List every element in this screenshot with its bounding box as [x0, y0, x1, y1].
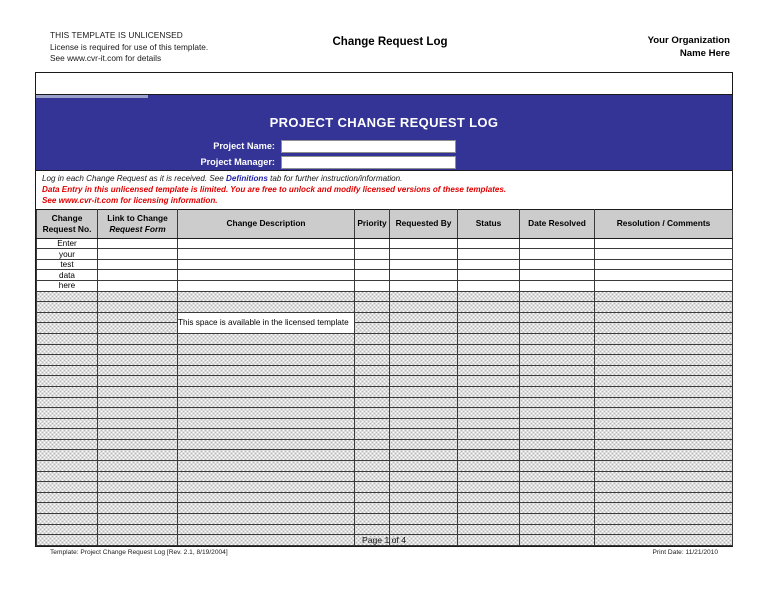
cell-locked-priority — [355, 514, 390, 525]
cell-locked-link-to-form — [98, 386, 178, 397]
cell-locked-change-description — [178, 471, 355, 482]
cell-date-resolved[interactable] — [520, 249, 595, 260]
cell-locked-date-resolved — [520, 408, 595, 419]
cell-locked-priority — [355, 397, 390, 408]
cell-locked-change-description — [178, 365, 355, 376]
cell-locked-change-request-no — [37, 524, 98, 535]
cell-locked-date-resolved — [520, 386, 595, 397]
cell-locked-priority — [355, 471, 390, 482]
cell-locked-resolution-comments — [595, 355, 733, 366]
cell-locked-priority — [355, 333, 390, 344]
cell-locked-date-resolved — [520, 450, 595, 461]
cell-locked-requested-by — [390, 344, 458, 355]
cell-locked-resolution-comments — [595, 302, 733, 313]
cell-requested-by[interactable] — [390, 280, 458, 291]
table-row-locked — [37, 482, 733, 493]
cell-locked-link-to-form — [98, 344, 178, 355]
document-title: Change Request Log — [332, 36, 448, 48]
cell-resolution-comments[interactable] — [595, 238, 733, 249]
cell-locked-resolution-comments — [595, 408, 733, 419]
cell-locked-link-to-form — [98, 429, 178, 440]
cell-change-request-no[interactable]: test — [37, 259, 98, 270]
cell-locked-link-to-form — [98, 461, 178, 472]
table-row — [37, 270, 733, 281]
cell-locked-change-description — [178, 333, 355, 344]
print-date: Print Date: 11/21/2010 — [652, 549, 718, 556]
table-row-locked — [37, 355, 733, 366]
table-row — [37, 238, 733, 249]
cell-locked-change-request-no — [37, 503, 98, 514]
cell-locked-requested-by — [390, 450, 458, 461]
cell-locked-change-description — [178, 302, 355, 313]
project-name-label: Project Name: — [213, 141, 275, 151]
cell-locked-change-description — [178, 408, 355, 419]
cell-locked-link-to-form — [98, 492, 178, 503]
cell-locked-priority — [355, 461, 390, 472]
cell-locked-date-resolved — [520, 312, 595, 323]
cell-locked-change-request-no — [37, 302, 98, 313]
cell-locked-link-to-form — [98, 291, 178, 302]
cell-locked-status — [458, 376, 520, 387]
cell-locked-requested-by — [390, 492, 458, 503]
cell-locked-resolution-comments — [595, 503, 733, 514]
cell-locked-date-resolved — [520, 429, 595, 440]
table-header — [37, 209, 733, 238]
cell-locked-resolution-comments — [595, 482, 733, 493]
cell-locked-status — [458, 461, 520, 472]
banner-title: PROJECT CHANGE REQUEST LOG — [269, 115, 499, 130]
cell-resolution-comments[interactable] — [595, 249, 733, 260]
cell-locked-change-description — [178, 503, 355, 514]
table-row-locked — [37, 514, 733, 525]
cell-link-to-form[interactable] — [98, 280, 178, 291]
cell-locked-priority — [355, 312, 390, 323]
cell-locked-requested-by — [390, 333, 458, 344]
table-body — [37, 238, 733, 545]
cell-locked-status — [458, 471, 520, 482]
cell-locked-status — [458, 365, 520, 376]
column-header-change-request-no-line-1: Change — [51, 213, 83, 224]
table-row-locked — [37, 418, 733, 429]
cell-locked-requested-by — [390, 514, 458, 525]
cell-priority[interactable] — [355, 238, 390, 249]
cell-locked-requested-by — [390, 291, 458, 302]
cell-locked-date-resolved — [520, 439, 595, 450]
project-manager-label: Project Manager: — [200, 157, 275, 167]
cell-locked-change-description — [178, 450, 355, 461]
cell-locked-requested-by — [390, 408, 458, 419]
cell-locked-change-request-no — [37, 418, 98, 429]
cell-change-description[interactable] — [178, 280, 355, 291]
cell-locked-status — [458, 503, 520, 514]
cell-locked-change-request-no — [37, 365, 98, 376]
cell-locked-change-description — [178, 514, 355, 525]
cell-locked-resolution-comments — [595, 291, 733, 302]
cell-locked-change-description — [178, 344, 355, 355]
cell-locked-status — [458, 408, 520, 419]
page-header — [50, 30, 730, 70]
cell-locked-requested-by — [390, 429, 458, 440]
cell-locked-requested-by — [390, 471, 458, 482]
cell-locked-change-description — [178, 397, 355, 408]
project-manager-row — [36, 155, 732, 169]
cell-locked-link-to-form — [98, 312, 178, 323]
cell-locked-date-resolved — [520, 344, 595, 355]
cell-locked-status — [458, 344, 520, 355]
table-row-locked — [37, 450, 733, 461]
cell-locked-resolution-comments — [595, 344, 733, 355]
cell-locked-status — [458, 418, 520, 429]
cell-locked-change-description — [178, 291, 355, 302]
cell-status[interactable] — [458, 270, 520, 281]
table-row-locked — [37, 344, 733, 355]
cell-locked-link-to-form — [98, 482, 178, 493]
cell-resolution-comments[interactable] — [595, 270, 733, 281]
cell-locked-priority — [355, 376, 390, 387]
cell-locked-link-to-form — [98, 323, 178, 334]
cell-date-resolved[interactable] — [520, 280, 595, 291]
cell-resolution-comments[interactable] — [595, 280, 733, 291]
cell-change-request-no[interactable]: Enter — [37, 238, 98, 249]
cell-link-to-form[interactable] — [98, 270, 178, 281]
cell-locked-priority — [355, 408, 390, 419]
table-row-locked — [37, 312, 733, 323]
cell-locked-priority — [355, 302, 390, 313]
banner-accent-tab — [36, 95, 148, 98]
cell-locked-link-to-form — [98, 408, 178, 419]
cell-locked-link-to-form — [98, 333, 178, 344]
cell-locked-resolution-comments — [595, 461, 733, 472]
cell-locked-priority — [355, 450, 390, 461]
cell-locked-link-to-form — [98, 471, 178, 482]
cell-locked-status — [458, 514, 520, 525]
cell-locked-date-resolved — [520, 418, 595, 429]
cell-locked-priority — [355, 492, 390, 503]
cell-change-request-no[interactable]: your — [37, 249, 98, 260]
template-info: Template: Project Change Request Log [Rev. 2.1, 8/19/2004] — [50, 549, 228, 556]
cell-locked-date-resolved — [520, 471, 595, 482]
table-row-locked — [37, 503, 733, 514]
cell-locked-status — [458, 386, 520, 397]
column-header-change-request-no-line-2: Request No. — [42, 223, 92, 234]
table-header-row — [37, 209, 733, 238]
cell-locked-link-to-form — [98, 418, 178, 429]
cell-priority[interactable] — [355, 280, 390, 291]
cell-locked-change-request-no — [37, 492, 98, 503]
cell-locked-change-request-no — [37, 461, 98, 472]
cell-locked-date-resolved — [520, 355, 595, 366]
cell-locked-date-resolved — [520, 397, 595, 408]
cell-locked-requested-by — [390, 355, 458, 366]
column-header-resolution-comments: Resolution / Comments — [595, 209, 733, 238]
cell-locked-link-to-form — [98, 355, 178, 366]
cell-requested-by[interactable] — [390, 259, 458, 270]
cell-locked-change-request-no — [37, 429, 98, 440]
project-fields — [36, 139, 732, 171]
cell-locked-status — [458, 312, 520, 323]
change-request-table — [36, 209, 733, 546]
table-row — [37, 280, 733, 291]
cell-locked-change-description — [178, 482, 355, 493]
cell-locked-status — [458, 302, 520, 313]
cell-locked-resolution-comments — [595, 524, 733, 535]
cell-locked-status — [458, 439, 520, 450]
table-row-locked — [37, 429, 733, 440]
organization-name-line-2: Name Here — [679, 48, 730, 59]
cell-locked-change-description — [178, 439, 355, 450]
instruction-line-1-after: tab for further instruction/information. — [267, 174, 403, 183]
cell-locked-resolution-comments — [595, 323, 733, 334]
cell-locked-link-to-form — [98, 439, 178, 450]
table-row-locked — [37, 376, 733, 387]
cell-locked-resolution-comments — [595, 333, 733, 344]
cell-change-description[interactable] — [178, 270, 355, 281]
cell-locked-date-resolved — [520, 524, 595, 535]
cell-locked-priority — [355, 482, 390, 493]
cell-locked-change-request-no — [37, 439, 98, 450]
cell-priority[interactable] — [355, 270, 390, 281]
instructions-block — [36, 170, 732, 209]
cell-locked-priority — [355, 365, 390, 376]
table-row-locked — [37, 302, 733, 313]
cell-locked-priority — [355, 355, 390, 366]
cell-locked-priority — [355, 418, 390, 429]
table-row-locked — [37, 524, 733, 535]
cell-locked-change-request-no — [37, 344, 98, 355]
cell-locked-link-to-form — [98, 524, 178, 535]
instruction-line-1-before: Log in each Change Request as it is received. See — [42, 174, 227, 183]
table-row — [37, 259, 733, 270]
cell-locked-change-request-no — [37, 397, 98, 408]
instruction-line-1 — [42, 173, 732, 184]
cell-locked-status — [458, 492, 520, 503]
organization-name — [648, 34, 730, 60]
cell-locked-status — [458, 482, 520, 493]
cell-locked-requested-by — [390, 323, 458, 334]
cell-locked-priority — [355, 323, 390, 334]
cell-locked-status — [458, 355, 520, 366]
cell-locked-requested-by — [390, 302, 458, 313]
table-row — [37, 249, 733, 260]
cell-locked-priority — [355, 524, 390, 535]
cell-locked-status — [458, 333, 520, 344]
cell-locked-date-resolved — [520, 302, 595, 313]
cell-locked-change-request-no — [37, 323, 98, 334]
cell-locked-status — [458, 291, 520, 302]
cell-requested-by[interactable] — [390, 249, 458, 260]
cell-resolution-comments[interactable] — [595, 259, 733, 270]
cell-locked-date-resolved — [520, 482, 595, 493]
table-row-locked — [37, 492, 733, 503]
cell-locked-date-resolved — [520, 492, 595, 503]
cell-locked-status — [458, 323, 520, 334]
cell-locked-date-resolved — [520, 514, 595, 525]
cell-locked-requested-by — [390, 312, 458, 323]
cell-change-description[interactable] — [178, 238, 355, 249]
cell-locked-link-to-form — [98, 397, 178, 408]
cell-date-resolved[interactable] — [520, 259, 595, 270]
cell-locked-link-to-form — [98, 514, 178, 525]
cell-locked-change-request-no — [37, 355, 98, 366]
cell-locked-resolution-comments — [595, 492, 733, 503]
project-name-input[interactable] — [281, 140, 456, 153]
blank-top-row — [36, 73, 732, 95]
cell-date-resolved[interactable] — [520, 238, 595, 249]
cell-locked-link-to-form — [98, 365, 178, 376]
cell-locked-change-description — [178, 376, 355, 387]
page-footer — [50, 535, 718, 565]
column-header-priority: Priority — [355, 209, 390, 238]
cell-change-request-no[interactable]: data — [37, 270, 98, 281]
table-row-locked — [37, 291, 733, 302]
cell-locked-requested-by — [390, 503, 458, 514]
cell-locked-date-resolved — [520, 291, 595, 302]
cell-requested-by[interactable] — [390, 270, 458, 281]
cell-requested-by[interactable] — [390, 238, 458, 249]
cell-locked-requested-by — [390, 461, 458, 472]
cell-locked-requested-by — [390, 365, 458, 376]
cell-locked-resolution-comments — [595, 418, 733, 429]
project-name-row — [36, 139, 732, 153]
cell-priority[interactable] — [355, 259, 390, 270]
instruction-line-2: Data Entry in this unlicensed template is limited. You are free to unlock and modify licensed versions of these templates. — [42, 185, 507, 195]
cell-locked-requested-by — [390, 376, 458, 387]
cell-locked-change-request-no — [37, 333, 98, 344]
cell-locked-requested-by — [390, 397, 458, 408]
cell-link-to-form[interactable] — [98, 249, 178, 260]
cell-locked-date-resolved — [520, 461, 595, 472]
cell-locked-change-request-no — [37, 291, 98, 302]
cell-locked-status — [458, 450, 520, 461]
cell-locked-change-request-no — [37, 408, 98, 419]
table-row-locked — [37, 461, 733, 472]
cell-locked-requested-by — [390, 418, 458, 429]
column-header-link-to-form — [98, 209, 178, 238]
cell-locked-resolution-comments — [595, 439, 733, 450]
unlicensed-notice-line-2: License is required for use of this template. — [50, 41, 209, 52]
column-header-date-resolved: Date Resolved — [520, 209, 595, 238]
cell-locked-link-to-form — [98, 503, 178, 514]
cell-locked-change-description — [178, 418, 355, 429]
column-header-link-to-form-line-1: Link to Change — [107, 213, 168, 224]
table-row-locked — [37, 471, 733, 482]
cell-locked-change-request-no — [37, 312, 98, 323]
cell-locked-date-resolved — [520, 333, 595, 344]
cell-locked-status — [458, 429, 520, 440]
cell-locked-date-resolved — [520, 376, 595, 387]
column-header-change-description: Change Description — [178, 209, 355, 238]
table-row-locked — [37, 439, 733, 450]
cell-status[interactable] — [458, 249, 520, 260]
table-row-locked — [37, 386, 733, 397]
cell-locked-date-resolved — [520, 365, 595, 376]
cell-locked-requested-by — [390, 386, 458, 397]
cell-locked-link-to-form — [98, 450, 178, 461]
cell-locked-change-request-no — [37, 482, 98, 493]
definitions-tab-link[interactable]: Definitions — [226, 174, 268, 183]
banner — [36, 95, 732, 170]
cell-status[interactable] — [458, 259, 520, 270]
cell-locked-change-description — [178, 524, 355, 535]
cell-locked-change-request-no — [37, 471, 98, 482]
cell-locked-change-description — [178, 492, 355, 503]
table-row-locked — [37, 333, 733, 344]
instruction-line-3: See www.cvr-it.com for licensing information. — [42, 196, 218, 206]
cell-locked-resolution-comments — [595, 397, 733, 408]
cell-status[interactable] — [458, 238, 520, 249]
cell-locked-resolution-comments — [595, 365, 733, 376]
cell-change-description[interactable] — [178, 259, 355, 270]
organization-name-line-1: Your Organization — [647, 35, 730, 46]
cell-locked-priority — [355, 386, 390, 397]
cell-link-to-form[interactable] — [98, 238, 178, 249]
cell-locked-resolution-comments — [595, 376, 733, 387]
column-header-change-request-no — [37, 209, 98, 238]
cell-locked-resolution-comments — [595, 450, 733, 461]
cell-locked-date-resolved — [520, 323, 595, 334]
cell-locked-requested-by — [390, 524, 458, 535]
cell-locked-change-request-no — [37, 386, 98, 397]
cell-locked-date-resolved — [520, 503, 595, 514]
table-row-locked — [37, 397, 733, 408]
unlicensed-notice-line-1: THIS TEMPLATE IS UNLICENSED — [50, 30, 183, 40]
column-header-status: Status — [458, 209, 520, 238]
cell-locked-change-description — [178, 429, 355, 440]
project-manager-input[interactable] — [281, 156, 456, 169]
column-header-link-to-form-line-2: Request Form — [109, 223, 166, 234]
cell-status[interactable] — [458, 280, 520, 291]
cell-locked-change-description — [178, 386, 355, 397]
cell-locked-priority — [355, 439, 390, 450]
cell-locked-requested-by — [390, 482, 458, 493]
cell-change-description[interactable] — [178, 249, 355, 260]
cell-locked-change-request-no — [37, 514, 98, 525]
table-row-locked — [37, 323, 733, 334]
cell-locked-resolution-comments — [595, 386, 733, 397]
cell-locked-resolution-comments — [595, 429, 733, 440]
column-header-requested-by: Requested By — [390, 209, 458, 238]
cell-locked-priority — [355, 429, 390, 440]
cell-priority[interactable] — [355, 249, 390, 260]
cell-locked-resolution-comments — [595, 471, 733, 482]
table-row-locked — [37, 408, 733, 419]
cell-locked-priority — [355, 344, 390, 355]
cell-locked-resolution-comments — [595, 514, 733, 525]
cell-locked-change-request-no — [37, 450, 98, 461]
unlicensed-notice-line-3: See www.cvr-it.com for details — [50, 53, 162, 63]
cell-date-resolved[interactable] — [520, 270, 595, 281]
worksheet — [35, 72, 733, 547]
licensed-template-note: This space is available in the licensed template — [178, 312, 355, 333]
page-indicator: Page 1 of 4 — [362, 535, 406, 545]
cell-locked-requested-by — [390, 439, 458, 450]
cell-change-request-no[interactable]: here — [37, 280, 98, 291]
cell-locked-priority — [355, 291, 390, 302]
cell-locked-status — [458, 524, 520, 535]
cell-locked-link-to-form — [98, 376, 178, 387]
cell-locked-change-description — [178, 461, 355, 472]
cell-locked-change-request-no — [37, 376, 98, 387]
cell-link-to-form[interactable] — [98, 259, 178, 270]
cell-locked-status — [458, 397, 520, 408]
table-row-locked — [37, 365, 733, 376]
cell-locked-link-to-form — [98, 302, 178, 313]
cell-locked-change-description — [178, 355, 355, 366]
cell-locked-resolution-comments — [595, 312, 733, 323]
cell-locked-priority — [355, 503, 390, 514]
